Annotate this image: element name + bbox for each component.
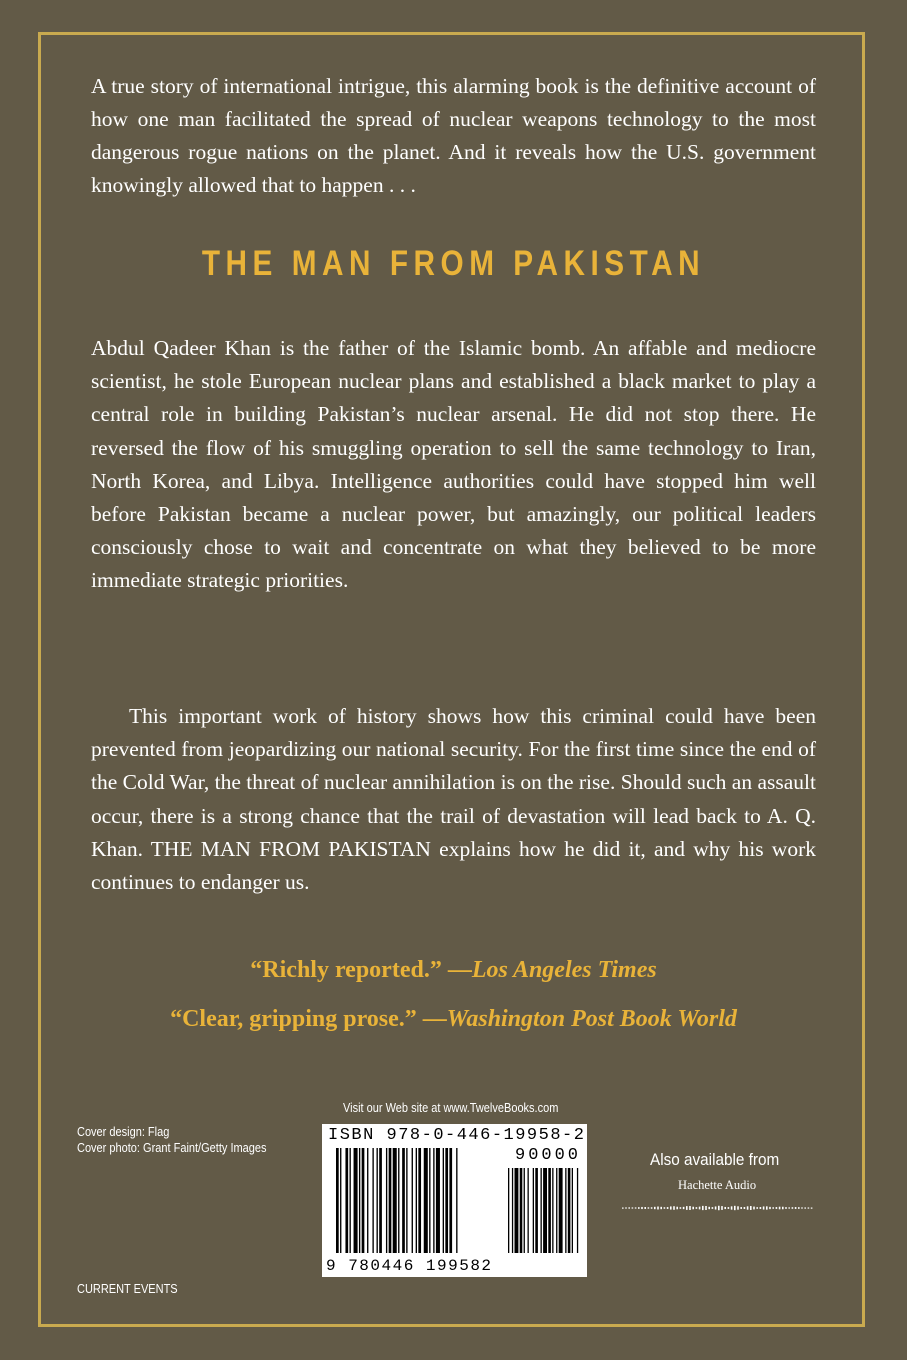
isbn-label: ISBN 978-0-446-19958-2 bbox=[328, 1126, 586, 1145]
review-quote-1 bbox=[91, 957, 816, 984]
review-quote-2 bbox=[91, 1006, 816, 1033]
cover-photo-credit: Cover photo: Grant Faint/Getty Images bbox=[77, 1141, 267, 1155]
quote-text: “Richly reported.” — bbox=[250, 957, 472, 983]
cover-design-credit: Cover design: Flag bbox=[77, 1125, 170, 1139]
book-title: THE MAN FROM PAKISTAN bbox=[201, 244, 706, 283]
barcode-box bbox=[322, 1124, 587, 1277]
price-code: 90000 bbox=[515, 1146, 582, 1165]
quote-source: Los Angeles Times bbox=[471, 957, 657, 983]
quote-source: Washington Post Book World bbox=[446, 1006, 737, 1032]
website-text: Visit our Web site at www.TwelveBooks.com bbox=[343, 1101, 559, 1115]
hachette-audio-logo: Hachette Audio bbox=[678, 1178, 757, 1192]
description-paragraph-2: This important work of history shows how this criminal could have been prevented from jeopardizing our national security. For the first time since the end of the Cold War, the threat of nuclear annihilation is on the rise. Should such an assault occur, there is a strong chance that the trail of devastation will lead back to A. Q. Khan. THE MAN FROM PAKISTAN explains how he did it, and why his work continues to endanger us. bbox=[91, 704, 816, 895]
quote-text: “Clear, gripping prose.” — bbox=[170, 1006, 447, 1032]
cover-credits bbox=[77, 1124, 267, 1156]
ean-digits: 9 780446 199582 bbox=[326, 1257, 493, 1275]
category-label: CURRENT EVENTS bbox=[77, 1282, 178, 1296]
intro-text: A true story of international intrigue, this alarming book is the definitive account of how one man facilitated the spread of nuclear weapons technology to the most dangerous rogue nations on the planet. And it reveals how the U.S. government knowingly allowed that to happen . . . bbox=[91, 74, 816, 197]
barcode-bars bbox=[322, 1124, 587, 1277]
description-paragraph-1: Abdul Qadeer Khan is the father of the Islamic bomb. An affable and mediocre scientist, he stole European nuclear plans and established a black market to play a central role in building Pakistan’s nuclear arsenal. He did not stop there. He reversed the flow of his smuggling operation to sell the same technology to Iran, North Korea, and Libya. Intelligence authorities could have stopped him well before Pakistan became a nuclear power, but amazingly, our political leaders consciously chose to wait and concentrate on what they believed to be more immediate strategic priorities. bbox=[91, 336, 816, 593]
audio-wave-icon bbox=[620, 1200, 820, 1216]
also-available-text: Also available from bbox=[650, 1150, 780, 1169]
